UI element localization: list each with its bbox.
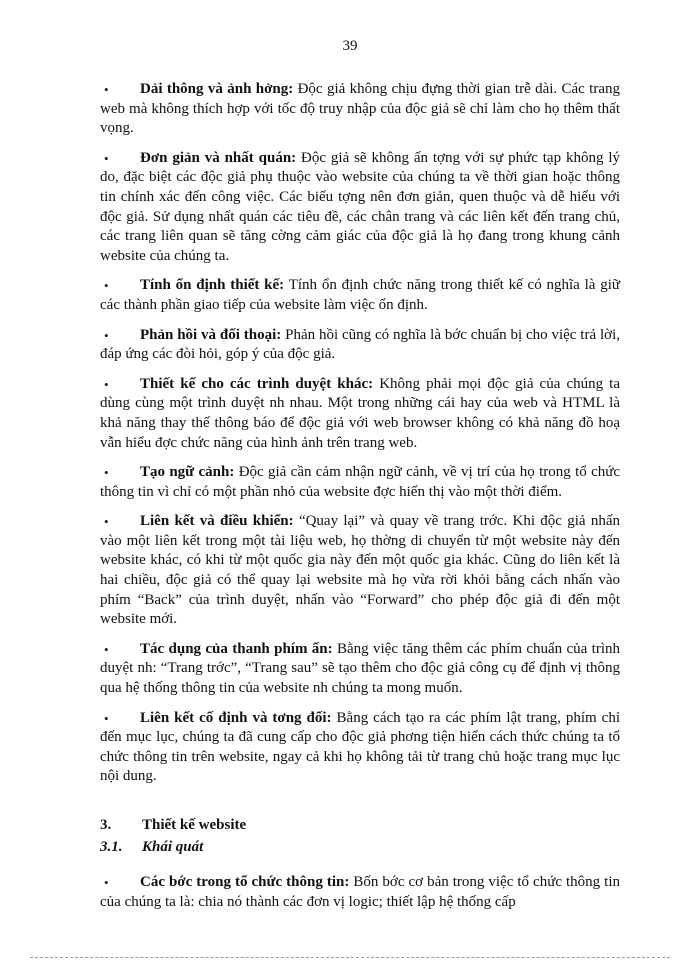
bullet-text: Phản hồi cũng có nghĩa là bớc chuẩn bị cho việc trả lời, đáp ứng các đòi hỏi, góp ý của độc giả. xyxy=(100,326,620,363)
bullet-term: Tạo ngữ cảnh: xyxy=(140,464,235,481)
page-number: 39 xyxy=(342,38,358,54)
bullet-text: Bằng việc tăng thêm các phím chuẩn của trình duyệt nh: “Trang trớc”, “Trang sau” sẽ tạo thêm cho độc giả công cụ để định vị thông qua hệ thống thông tin của website nh chúng ta mong muốn. xyxy=(100,640,620,697)
bullet-text: “Quay lại” và quay về trang trớc. Khi độc giả nhấn vào một liên kết trong một tài liệu web, họ thờng di chuyển từ một website này đến website khác, có khi từ một quốc gia này đến một quốc gia khác. Cũng do liên kết là hai chiều, độc giả có thể quay lại website mà họ vừa rời khỏi bằng cách nhấn vào phím “Back” của trình duyệt, nhấn vào “Forward” cho phép độc giả đi đến một website mới. xyxy=(100,513,620,628)
page-content xyxy=(100,80,620,922)
bullet-text: Độc giả sẽ không ấn tợng với sự phức tạp không lý do, đặc biệt các độc giả phụ thuộc vào website của chúng ta về thời gian hoặc thông tin chính xác đến công việc. Các biểu tợng nên đơn giản, quen thuộc và dễ hiểu với độc giả. Sử dụng nhất quán các tiêu đề, các chân trang và các liên kết đến trang chủ, các trang liên quan sẽ tăng cờng cảm giác của độc giả là họ đang trong khung cảnh website của chúng ta. xyxy=(100,149,620,264)
bullet-item xyxy=(100,80,620,139)
bullet-term: Dải thông và ảnh hởng: xyxy=(140,81,294,97)
section-heading xyxy=(100,817,620,839)
bullet-icon: • xyxy=(104,376,109,392)
bullet-icon: • xyxy=(104,278,109,294)
bullet-term: Tác dụng của thanh phím ấn: xyxy=(140,640,333,657)
bullet-term: Tính ổn định thiết kế: xyxy=(140,277,285,294)
section-title: Thiết kế website xyxy=(142,817,247,833)
bullet-icon: • xyxy=(104,514,109,530)
bullet-item xyxy=(100,873,620,912)
bullet-text: Bằng cách tạo ra các phím lật trang, phím chỉ đến mục lục, chúng ta đã cung cấp cho độc giả phơng tiện hiển cách thức chúng ta tổ chức thông tin trên website, ngay cả khi họ không tải từ trang chủ hoặc trang mục lục nội dung. xyxy=(100,709,620,785)
bullet-term: Liên kết cố định và tơng đối: xyxy=(140,709,332,726)
bullet-item xyxy=(100,640,620,699)
bullet-list-bottom xyxy=(100,873,620,912)
bullet-icon: • xyxy=(104,465,109,481)
bullet-item xyxy=(100,709,620,787)
bullet-icon: • xyxy=(104,710,109,726)
bullet-text: Độc giả cần cảm nhận ngữ cảnh, về vị trí của họ trong tổ chức thông tin vì chỉ có một phần nhỏ của website đợc hiển thị vào một thời điểm. xyxy=(100,464,621,500)
bullet-term: Liên kết và điều khiển: xyxy=(140,513,294,530)
bullet-item xyxy=(100,512,620,630)
subsection-heading xyxy=(100,839,620,861)
bullet-item xyxy=(100,326,620,365)
bullet-item xyxy=(100,375,620,453)
bullet-icon: • xyxy=(104,150,109,166)
bullet-term: Đơn giản và nhất quán: xyxy=(140,149,297,166)
subsection-number: 3.1. xyxy=(100,839,123,855)
bullet-icon: • xyxy=(104,82,109,97)
page-bottom-divider xyxy=(30,957,670,958)
bullet-icon: • xyxy=(104,875,109,890)
subsection-title: Khái quát xyxy=(142,839,204,855)
bullet-item xyxy=(100,149,620,267)
bullet-item xyxy=(100,276,620,315)
bullet-text: Tính ổn định chức năng trong thiết kế có nghĩa là giữ các thành phần giao tiếp của website làm việc ổn định. xyxy=(100,277,621,313)
bullet-term: Thiết kế cho các trình duyệt khác: xyxy=(140,375,374,392)
section-number: 3. xyxy=(100,817,112,833)
bullet-text: Độc giả không chịu đựng thời gian trễ dài. Các trang web mà không thích hợp với tốc độ truy nhập của độc giả sẽ chỉ làm cho họ thêm thất vọng. xyxy=(100,81,620,137)
bullet-icon: • xyxy=(104,641,109,657)
bullet-term: Phản hồi và đối thoại: xyxy=(140,326,282,343)
bullet-item xyxy=(100,463,620,502)
bullet-term: Các bớc trong tổ chức thông tin: xyxy=(140,874,350,890)
bullet-icon: • xyxy=(104,327,109,343)
bullet-text: Bốn bớc cơ bản trong việc tổ chức thông tin của chúng ta là: chia nó thành các đơn vị logic; thiết lập hệ thống cấp xyxy=(100,874,620,910)
bullet-list-top xyxy=(100,80,620,787)
bullet-text: Không phải mọi độc giả của chúng ta dùng cùng một trình duyệt nh nhau. Một trong những cái hay của web và HTML là khả năng thay thế thông báo để độc giả với web browser không có khả năng đồ hoạ vẫn hiểu đợc chức năng của hình ảnh trên trang web. xyxy=(100,375,620,451)
